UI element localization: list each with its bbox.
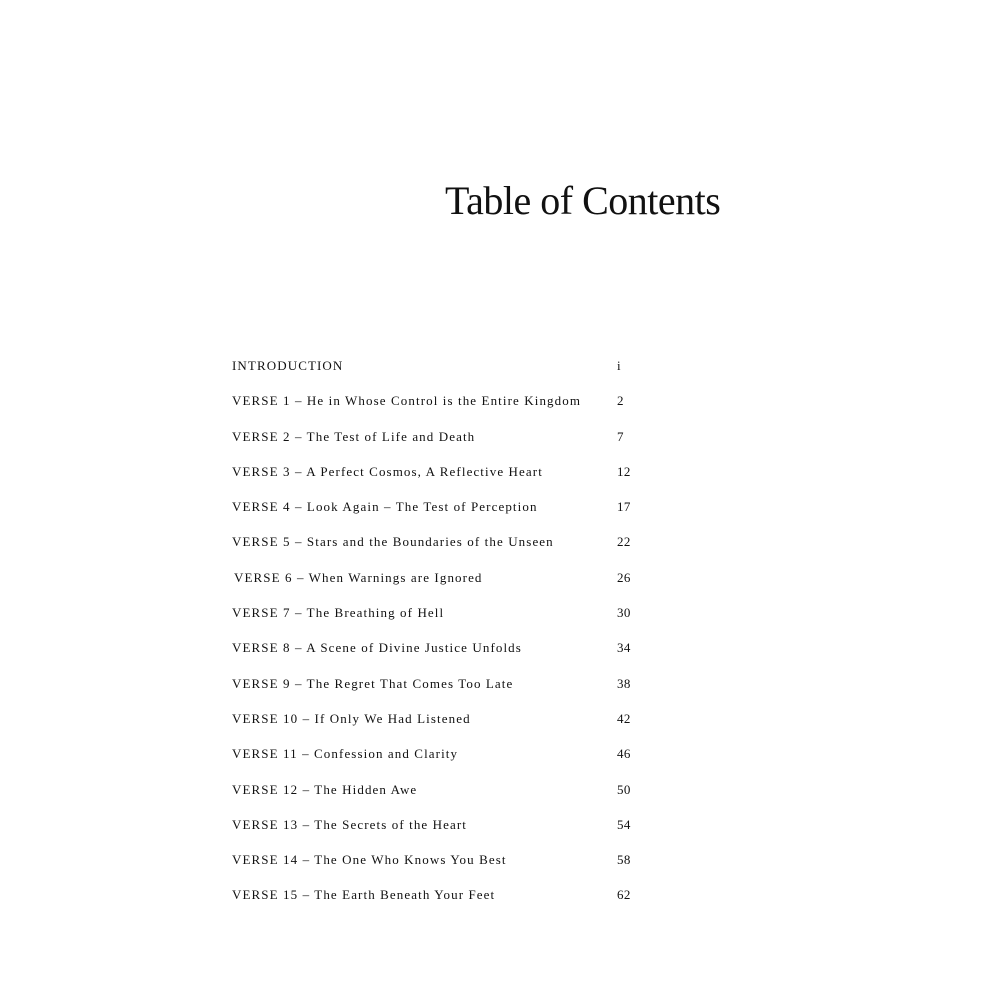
toc-entry-verse-10[interactable] [232,701,652,736]
toc-entry-title: VERSE 12 – The Hidden Awe [232,781,418,797]
toc-entry-page-number: 2 [617,393,624,409]
toc-entry-page-number: 42 [617,710,631,726]
toc-entry-page-number: 26 [617,569,631,585]
toc-entry-title: VERSE 5 – Stars and the Boundaries of the Unseen [232,534,554,550]
toc-entry-verse-15[interactable] [232,877,652,912]
toc-entry-title: VERSE 9 – The Regret That Comes Too Late [232,675,514,691]
toc-entry-verse-14[interactable] [232,842,652,877]
toc-entry-page-number: 38 [617,675,631,691]
toc-entry-verse-4[interactable] [232,489,652,524]
toc-entry-introduction[interactable] [232,348,652,383]
toc-entry-page-number: 46 [617,746,631,762]
toc-entry-title: VERSE 10 – If Only We Had Listened [232,710,471,726]
toc-entry-verse-3[interactable] [232,454,652,489]
toc-entry-title: VERSE 1 – He in Whose Control is the Entire Kingdom [232,393,582,409]
toc-entry-title: VERSE 11 – Confession and Clarity [232,746,459,762]
toc-entry-verse-2[interactable] [232,419,652,454]
toc-entry-title: VERSE 6 – When Warnings are Ignored [234,569,483,585]
toc-entry-page-number: 34 [617,640,631,656]
toc-entry-verse-11[interactable] [232,736,652,771]
toc-entry-page-number: 7 [617,428,624,444]
toc-entry-page-number: 58 [617,852,631,868]
page-title: Table of Contents [445,178,721,223]
toc-entry-title: VERSE 3 – A Perfect Cosmos, A Reflective Heart [232,463,543,479]
toc-entry-title: VERSE 13 – The Secrets of the Heart [232,816,468,832]
toc-entry-title: INTRODUCTION [232,358,344,373]
toc-entry-page-number: 22 [617,534,631,550]
table-of-contents [232,348,652,913]
toc-entry-title: VERSE 8 – A Scene of Divine Justice Unfolds [232,640,522,656]
toc-entry-title: VERSE 7 – The Breathing of Hell [232,605,445,621]
toc-entry-verse-7[interactable] [232,595,652,630]
toc-entry-page-number: 54 [617,816,631,832]
toc-entry-page-number: 17 [617,499,631,515]
toc-entry-verse-9[interactable] [232,666,652,701]
toc-entry-verse-5[interactable] [232,524,652,559]
toc-entry-page-number: 62 [617,887,631,903]
toc-entry-verse-1[interactable] [232,383,652,418]
toc-entry-verse-6[interactable] [232,560,652,595]
toc-entry-title: VERSE 15 – The Earth Beneath Your Feet [232,887,496,903]
toc-entry-verse-8[interactable] [232,630,652,665]
toc-entry-title: VERSE 4 – Look Again – The Test of Perception [232,499,538,515]
toc-entry-page-number: 12 [617,463,631,479]
toc-entry-page-number: i [617,358,622,373]
toc-entry-title: VERSE 2 – The Test of Life and Death [232,428,476,444]
toc-entry-page-number: 50 [617,781,631,797]
toc-entry-page-number: 30 [617,605,631,621]
toc-entry-verse-13[interactable] [232,807,652,842]
toc-entry-verse-12[interactable] [232,772,652,807]
toc-entry-title: VERSE 14 – The One Who Knows You Best [232,852,507,868]
